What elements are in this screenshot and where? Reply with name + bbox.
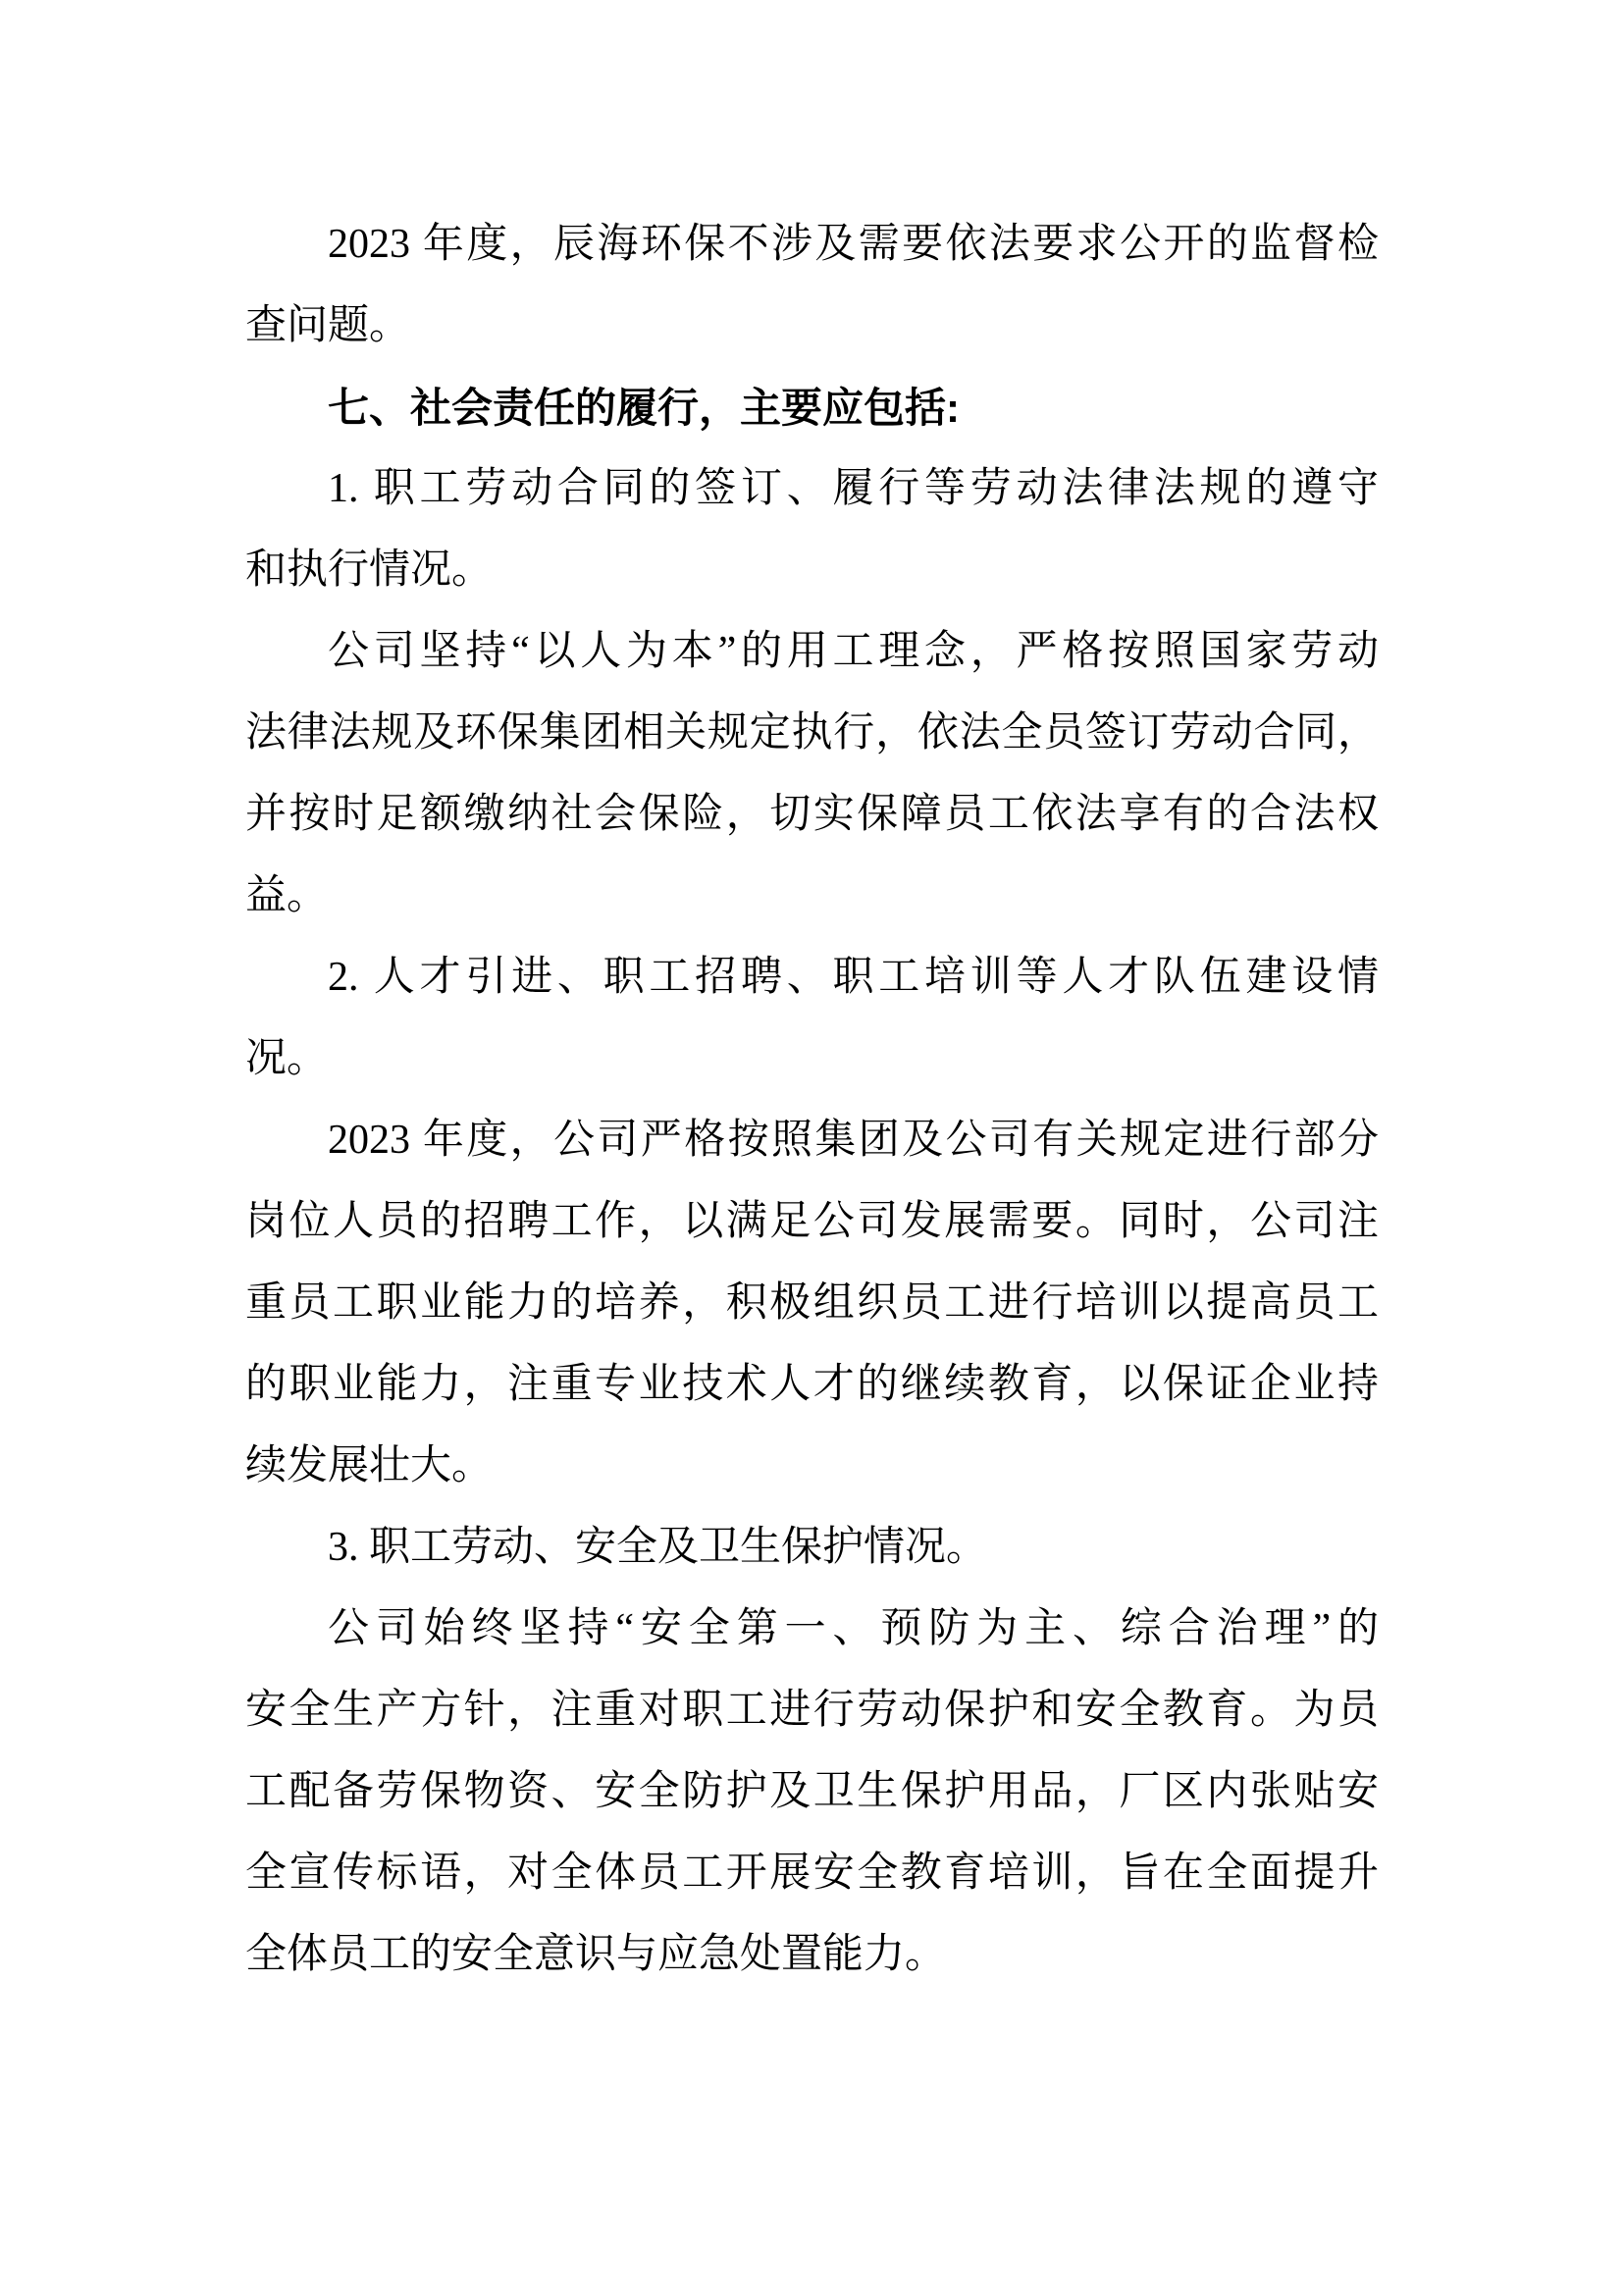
body-text-line: 2023 年度，公司严格按照集团及公司有关规定进行部分 (328, 1118, 1379, 1163)
body-text-line: 工配备劳保物资、安全防护及卫生保护用品，厂区内张贴安 (245, 1769, 1379, 1814)
body-text-line: 2023 年度，辰海环保不涉及需要依法要求公开的监督检 (328, 222, 1379, 267)
body-text-line: 岗位人员的招聘工作，以满足公司发展需要。同时，公司注 (245, 1199, 1379, 1244)
body-text-line: 和执行情况。 (245, 548, 494, 593)
document-text-block (245, 204, 1379, 1996)
body-text-line: 况。 (245, 1036, 329, 1081)
body-text-line: 全宣传标语，对全体员工开展安全教育培训，旨在全面提升 (245, 1851, 1379, 1896)
body-text-line: 2. 人才引进、职工招聘、职工培训等人才队伍建设情 (328, 955, 1379, 1000)
section-heading: 七、社会责任的履行，主要应包括: (328, 385, 960, 431)
body-text-line: 续发展壮大。 (245, 1443, 494, 1488)
body-text-line: 查问题。 (245, 303, 411, 348)
body-text-line: 的职业能力，注重专业技术人才的继续教育，以保证企业持 (245, 1362, 1379, 1407)
body-text-line: 法律法规及环保集团相关规定执行，依法全员签订劳动合同， (245, 710, 1379, 756)
body-text-line: 3. 职工劳动、安全及卫生保护情况。 (328, 1525, 988, 1570)
body-text-line: 全体员工的安全意识与应急处置能力。 (245, 1932, 947, 1977)
body-text-line: 公司坚持“以人为本”的用工理念，严格按照国家劳动 (328, 629, 1379, 674)
body-text-line: 并按时足额缴纳社会保险，切实保障员工依法享有的合法权 (245, 792, 1379, 837)
body-text-line: 重员工职业能力的培养，积极组织员工进行培训以提高员工 (245, 1280, 1379, 1326)
body-text-line: 安全生产方针，注重对职工进行劳动保护和安全教育。为员 (245, 1688, 1379, 1733)
body-text-line: 1. 职工劳动合同的签订、履行等劳动法律法规的遵守 (328, 466, 1379, 511)
body-text-line: 公司始终坚持“安全第一、预防为主、综合治理”的 (328, 1606, 1379, 1651)
body-text-line: 益。 (245, 873, 329, 918)
